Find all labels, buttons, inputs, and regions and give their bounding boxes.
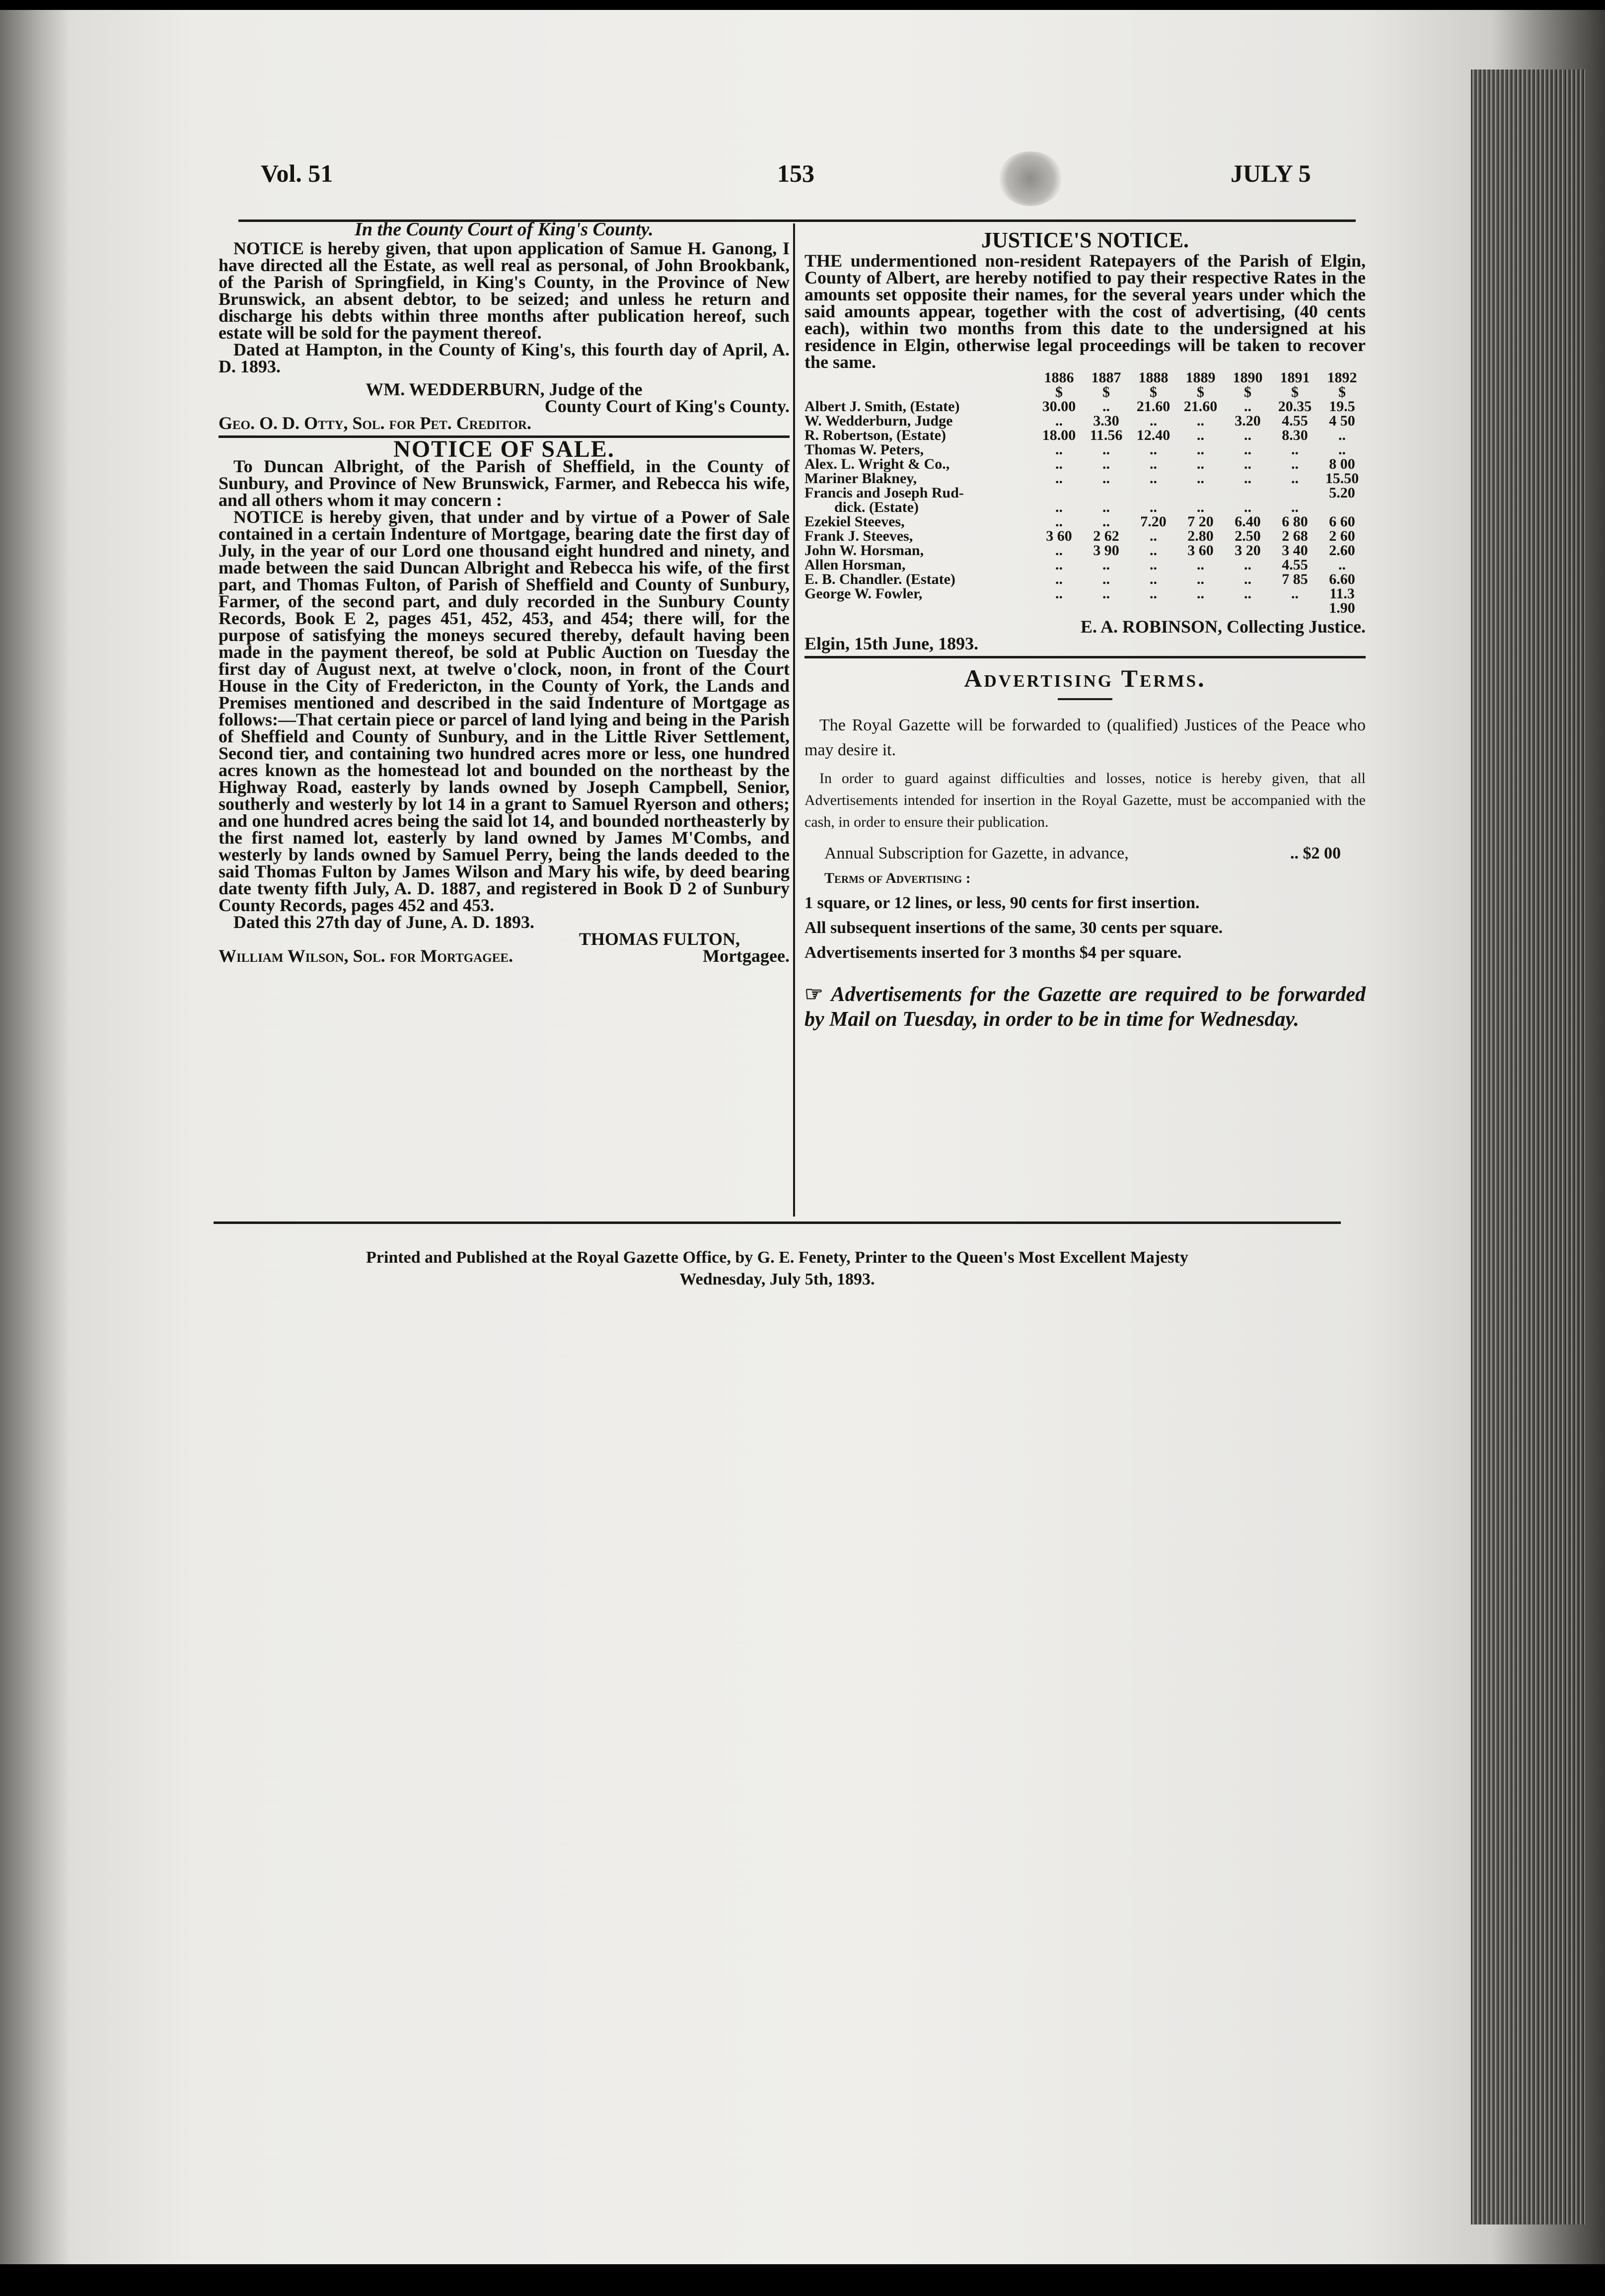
rate-amount: .. [1197,571,1204,587]
volume-label: Vol. 51 [261,159,333,187]
rate-amount: 18.00 [1042,427,1076,443]
rate-amount: .. [1244,585,1251,602]
judge-line-1: WM. WEDDERBURN, Judge of the [365,379,643,399]
rate-amount: 2 60 [1329,528,1355,544]
rate-amount: .. [1150,470,1157,487]
rate-row [804,543,1366,558]
ratepayer-name: E. B. Chandler. (Estate) [804,571,955,587]
sale-solicitor: William Wilson, Sol. for Mortgagee. [219,946,513,966]
rate-amount: 6.60 [1329,571,1355,587]
rate-amount: .. [1244,398,1251,415]
subscription-label: Annual Subscription for Gazette, in advance, [824,844,1129,862]
rate-amount: 7.20 [1140,513,1167,530]
advertising-heading: Advertising Terms. [964,664,1206,692]
printer-line: Printed and Published at the Royal Gazette Office, by G. E. Fenety, Printer to the Queen's Most Excellent Majesty [366,1248,1188,1267]
rate-amount: .. [1244,456,1251,472]
right-column [804,228,1366,1032]
rate-amount: .. [1197,427,1204,443]
year-1890: 1890 [1233,369,1263,386]
dollar-sign: $ [1055,384,1063,400]
rates-table [804,370,1366,615]
rate-amount: 3 60 [1046,528,1072,544]
rate-amount: .. [1244,571,1251,587]
ratepayer-name: Thomas W. Peters, [804,441,924,458]
ratepayer-name: George W. Fowler, [804,585,923,602]
sale-signature-row [219,947,790,964]
rate-amount: .. [1244,470,1251,487]
issue-date: JULY 5 [1231,159,1311,187]
column-divider [793,223,795,1217]
court-notice: NOTICE is hereby given, that upon application of Samue H. Ganong, I have directed all the Estate, as well real as personal, of John Brookbank, of the Parish of Springfield, in King's County, in the Province of New Brunswick, an absent debtor, to be seized; and unless he return and discharge his debts within three months after publication hereof, such estate will be sold for the payment thereof. [219,238,790,343]
rate-amount: .. [1150,557,1157,573]
rate-amount: .. [1150,499,1157,515]
subscription-row [804,833,1366,866]
rate-row [804,586,1366,601]
rate-amount: 3 90 [1093,542,1119,559]
rate-amount: 3 40 [1282,542,1308,559]
rate-amount [1035,486,1083,500]
rate-amount: .. [1150,571,1157,587]
page-edges [1471,70,1585,2224]
rate-amount: .. [1102,557,1110,573]
adv-paragraph-2: In order to guard against difficulties and losses, notice is hereby given, that all Advertisements intended for insertion in the Royal Gazette, must be accompanied with the cash, in order to ensure their publication. [804,770,1366,830]
dollar-sign: $ [1338,384,1346,400]
mortgagee-name: THOMAS FULTON, [579,929,740,949]
rate-amount: .. [1150,441,1157,458]
publication-date: Wednesday, July 5th, 1893. [679,1270,875,1289]
rate-amount [1224,486,1271,500]
rate-amount [1177,486,1224,500]
dollar-sign: $ [1150,384,1157,400]
rate-row [804,471,1366,486]
gazette-page [0,10,1605,2264]
rate-amount [1130,601,1177,615]
ratepayer-name: R. Robertson, (Estate) [804,427,946,443]
rate-row [804,500,1366,514]
binding-gutter [0,10,70,2264]
rate-amount: 19.5 [1329,398,1355,415]
rates-years-row [804,370,1366,385]
rate-amount: 1.90 [1329,600,1355,616]
rate-row [804,529,1366,543]
rate-amount [1083,486,1130,500]
rate-amount: 3.30 [1093,413,1119,429]
rate-row [804,514,1366,529]
rate-amount: .. [1055,441,1063,458]
adv-note-text: Advertisements for the Gazette are required to be forwarded by Mail on Tuesday, in order to be in time for Wednesday. [804,983,1366,1031]
rate-amount: .. [1055,585,1063,602]
rate-amount: 2 62 [1093,528,1119,544]
justice-body: THE undermentioned non-resident Ratepayers of the Parish of Elgin, County of Albert, are hereby notified to pay their respective Rates in the amounts set opposite their names, for the several years under which the said amounts appear, together with the cost of advertising, (40 cents each), within two months from this date to the undersigned at his residence in Elgin, otherwise legal proceedings will be taken to recover the same. [804,251,1366,372]
ratepayer-name: Mariner Blakney, [804,470,917,487]
rate-row [804,428,1366,442]
ratepayer-name [804,601,1035,615]
rate-amount: .. [1197,441,1204,458]
short-rule [1058,698,1112,700]
rate-amount: 12.40 [1136,427,1170,443]
rate-amount: 21.60 [1136,398,1170,415]
rate-amount [1224,601,1271,615]
sale-body: NOTICE is hereby given, that under and by virtue of a Power of Sale contained in a certain Indenture of Mortgage, bearing date the first day of July, in the year of our Lord one thousand eight hundred and ninety, and made between the said Duncan Albright and Rebecca his wife, of the first part, and Thomas Fulton, of Parish of Sheffield and County of Sunbury, Farmer, of the second part, and duly recorded in the Sunbury County Records, Book E 2, pages 451, 452, 453, and 454; there will, for the purpose of satisfying the moneys secured thereby, default having been made in the payment thereof, be sold at Public Auction on Tuesday the first day of August next, at twelve o'clock, noon, in front of the Court House in the City of Fredericton, in the County of York, the Lands and Premises mentioned and described in the said Indenture of Mortgage as follows:—That certain piece or parcel of land lying and being in the Parish of Sheffield and County of Sunbury, and in the Little River Settlement, Second tier, and containing two hundred acres more or less, one hundred acres known as the homestead lot and bounded on the northeast by the Highway Road, easterly by lands owned by Joseph Campbell, Senior, southerly and westerly by lot 14 in a grant to Samuel Ryerson and others; and one hundred acres being the said lot 14, and bounded northeasterly by the first named lot, easterly by land owned by James M'Combs, and westerly by lands owned by Samuel Perry, being the lands deeded to the said Thomas Fulton by James Wilson and Mary his wife, by deed bearing date twenty fifth July, A. D. 1887, and registered in Book D 2 of Sunbury County Records, pages 452 and 453. [219,507,790,915]
sale-dated: Dated this 27th day of June, A. D. 1893. [233,912,535,932]
rate-amount: .. [1197,413,1204,429]
sale-heading: NOTICE OF SALE. [393,436,615,462]
dollar-sign: $ [1102,384,1110,400]
pointing-hand-icon: ☞ [804,983,831,1006]
rate-row [804,601,1366,615]
rate-amount: .. [1291,499,1299,515]
rate-amount: .. [1102,499,1110,515]
ratepayer-name: Allen Horsman, [804,557,906,573]
rate-amount: .. [1102,513,1110,530]
rate-amount: 2.60 [1329,542,1355,559]
adv-paragraph-1: The Royal Gazette will be forwarded to (qualified) Justices of the Peace who may desire it. [804,716,1366,759]
year-1892: 1892 [1327,369,1357,386]
terms-line-2: All subsequent insertions of the same, 30 cents per square. [804,919,1223,937]
rate-amount: 2.80 [1187,528,1214,544]
rate-amount [1130,486,1177,500]
rate-amount: .. [1055,413,1063,429]
rate-amount: .. [1055,499,1063,515]
rate-row [804,572,1366,586]
rate-row [804,414,1366,428]
rate-amount: .. [1244,427,1251,443]
rate-amount: .. [1150,585,1157,602]
rate-amount: .. [1150,528,1157,544]
page-number: 153 [777,159,814,187]
sale-addressee: To Duncan Albright, of the Parish of Sheffield, in the County of Sunbury, and Province of New Brunswick, Farmer, and Rebecca his wife, and all others whom it may concern : [219,456,790,510]
footer-rule [214,1221,1341,1224]
ratepayer-name: John W. Horsman, [804,542,924,559]
dollar-sign: $ [1291,384,1299,400]
rate-amount: .. [1102,441,1110,458]
rate-amount: .. [1150,413,1157,429]
rate-amount: .. [1291,456,1299,472]
ratepayer-name: Francis and Joseph Rud- [804,485,964,501]
rate-amount: 11.56 [1090,427,1123,443]
rate-amount: 11.3 [1329,585,1355,602]
rate-amount [1271,601,1318,615]
rate-row [804,486,1366,500]
rate-row [804,399,1366,414]
rate-amount: .. [1055,470,1063,487]
rate-amount: 4 50 [1329,413,1355,429]
rate-amount [1271,486,1318,500]
ratepayer-name: W. Wedderburn, Judge [804,413,953,429]
terms-heading: Terms of Advertising : [824,870,971,886]
rate-amount: .. [1338,427,1346,443]
rate-amount: .. [1055,513,1063,530]
rate-row [804,442,1366,457]
rate-amount: .. [1338,441,1346,458]
rate-amount: .. [1055,571,1063,587]
rate-amount: 2.50 [1235,528,1261,544]
rate-amount: .. [1244,441,1251,458]
rate-amount: 8 00 [1329,456,1355,472]
year-1891: 1891 [1280,369,1310,386]
terms-line-3: Advertisements inserted for 3 months $4 per square. [804,943,1182,962]
rate-amount: .. [1197,499,1204,515]
court-heading: In the County Court of King's County. [355,219,654,240]
rate-amount: 6.40 [1235,513,1261,530]
rate-amount: .. [1102,470,1110,487]
terms-line-1: 1 square, or 12 lines, or less, 90 cents for first insertion. [804,894,1200,912]
rate-amount: 6 60 [1329,513,1355,530]
collector-signature: E. A. ROBINSON, Collecting Justice. [1080,617,1366,637]
rate-amount: .. [1244,557,1251,573]
rate-row [804,457,1366,471]
rate-amount: .. [1055,456,1063,472]
rates-body [804,399,1366,615]
year-1886: 1886 [1044,369,1074,386]
left-column [219,221,790,964]
rate-amount: 3 60 [1187,542,1214,559]
justice-dated: Elgin, 15th June, 1893. [804,634,979,653]
rate-amount: .. [1197,456,1204,472]
rate-amount: 7 85 [1282,571,1308,587]
court-dated: Dated at Hampton, in the County of King's, this fourth day of April, A. D. 1893. [219,340,790,376]
rate-amount [1177,601,1224,615]
solicitor-line: Geo. O. D. Otty, Sol. for Pet. Creditor. [219,413,532,433]
rate-amount: .. [1338,557,1346,573]
adv-note [804,982,1366,1032]
rate-amount: 7 20 [1187,513,1214,530]
rate-amount: 20.35 [1278,398,1312,415]
rate-amount: 15.50 [1325,470,1359,487]
rate-amount: .. [1291,441,1299,458]
rate-amount: .. [1055,542,1063,559]
rate-amount: .. [1102,585,1110,602]
rate-amount [1318,500,1366,514]
rate-amount: 30.00 [1042,398,1076,415]
rate-amount: 3.20 [1235,413,1261,429]
year-1887: 1887 [1091,369,1121,386]
subscription-price: .. $2 00 [1290,844,1341,862]
paper-stain [998,151,1063,206]
rate-amount: .. [1150,542,1157,559]
ratepayer-name: Ezekiel Steeves, [804,513,905,530]
rate-amount: 3 20 [1235,542,1261,559]
rate-amount: 5.20 [1329,485,1355,501]
rate-amount: 4.55 [1282,413,1308,429]
rate-amount [1035,601,1083,615]
rate-amount: .. [1197,470,1204,487]
rates-dollar-row [804,385,1366,399]
dollar-sign: $ [1244,384,1251,400]
rate-amount: .. [1244,499,1251,515]
year-1889: 1889 [1185,369,1216,386]
rate-amount: .. [1102,571,1110,587]
justice-heading: JUSTICE'S NOTICE. [981,228,1189,252]
rate-amount: .. [1291,470,1299,487]
rate-amount: .. [1150,456,1157,472]
rate-amount: 6 80 [1282,513,1308,530]
dollar-sign: $ [1197,384,1204,400]
ratepayer-name: dick. (Estate) [834,499,919,515]
rate-amount: .. [1055,557,1063,573]
rate-amount: .. [1291,585,1299,602]
rate-amount: .. [1197,585,1204,602]
rate-amount: 8.30 [1282,427,1308,443]
year-1888: 1888 [1138,369,1168,386]
rate-row [804,558,1366,572]
rate-amount: 21.60 [1183,398,1218,415]
mortgagee-label: Mortgagee. [703,946,790,966]
rate-amount: .. [1197,557,1204,573]
rate-amount [1083,601,1130,615]
rate-amount: .. [1102,398,1110,415]
judge-line-2: County Court of King's County. [544,396,790,416]
rate-amount: 2 68 [1282,528,1308,544]
ratepayer-name: Albert J. Smith, (Estate) [804,398,960,415]
ratepayer-name: Alex. L. Wright & Co., [804,456,950,472]
ratepayer-name: Frank J. Steeves, [804,528,913,544]
rate-amount: .. [1102,456,1110,472]
rate-amount: 4.55 [1282,557,1308,573]
